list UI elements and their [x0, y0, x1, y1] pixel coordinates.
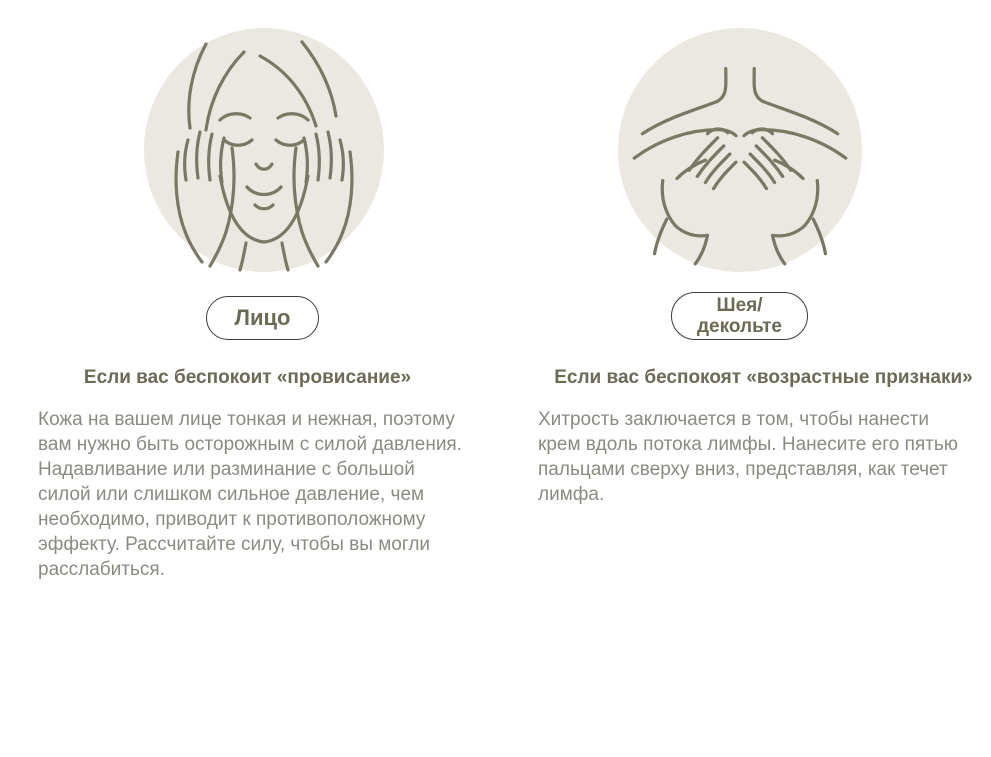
face-section-body: Кожа на вашем лице тонкая и нежная, поэтому вам нужно быть осторожным с силой давления. Надавливание или разминание с большой силой или слишком сильное давление, чем необходимо, приводит к противоположному эффекту. Рассчитайте силу, чтобы вы могли расслабиться.	[38, 409, 462, 580]
face-label-pill	[206, 296, 319, 340]
face-label-text: Лицо	[234, 304, 291, 330]
face-section-heading: Если вас беспокоит «провисание»	[83, 367, 412, 388]
face-massage-illustration	[144, 28, 384, 272]
neck-label-pill	[671, 292, 808, 340]
neck-section-heading: Если вас беспокоят «возрастные признаки»	[554, 367, 973, 388]
neck-label-line2: декольте	[697, 316, 782, 337]
neck-label-line1: Шея/	[716, 294, 763, 316]
neck-section-body: Хитрость заключается в том, чтобы нанести крем вдоль потока лимфы. Нанесите его пятью пальцами сверху вниз, представляя, как течет лимфа.	[538, 409, 958, 505]
face-massage-line-art-svg	[144, 28, 384, 272]
neck-massage-line-art-svg	[618, 28, 862, 272]
neck-decollete-massage-illustration	[618, 28, 862, 272]
